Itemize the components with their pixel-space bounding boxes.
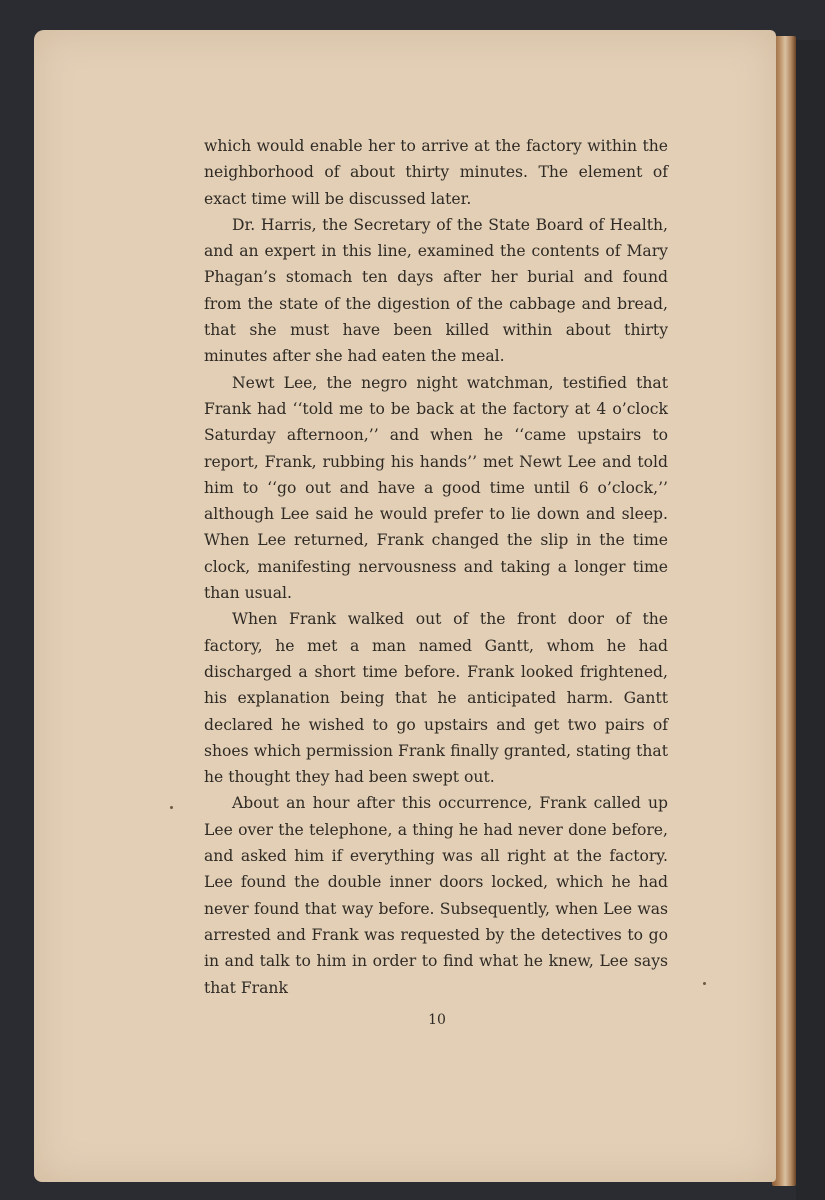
paragraph-1: which would enable her to arrive at the factory within the neighborhood of about thirty minutes. The element of exact time will be discussed later.: [204, 137, 668, 208]
paragraph-5: About an hour after this occurrence, Frank called up Lee over the telephone, a thing he had never done before, and asked him if everything was all right at the factory. Lee found the double inner doors locked, which he had never found that way before. Subsequently, when Lee was arrested and Frank was requested by the detectives to go in and talk to him in order to find what he knew, Lee says that Frank: [204, 794, 668, 997]
paper-speck: [170, 806, 173, 809]
paragraph-3: Newt Lee, the negro night watchman, testified that Frank had ‘‘told me to be back at the factory at 4 o’clock Saturday afternoon,’’ and when he ‘‘came upstairs to report, Frank, rubbing his hands’’ met Newt Lee and told him to ‘‘go out and have a good time until 6 o’clock,’’ although Lee said he would prefer to lie down and sleep. When Lee returned, Frank changed the slip in the time clock, manifesting nervousness and taking a longer time than usual.: [204, 373, 668, 603]
dark-margin-right: [796, 40, 825, 1200]
paragraph-4: When Frank walked out of the front door of the factory, he met a man named Gantt, whom he had discharged a short time before. Frank looked frightened, his explanation being that he anticipated harm. Gantt declared he wished to go upstairs and get two pairs of shoes which permission Frank finally granted, stating that he thought they had been swept out.: [204, 610, 668, 787]
page-number: 10: [428, 1012, 446, 1028]
paper-speck: [703, 982, 706, 985]
body-text: [204, 133, 668, 1001]
paragraph-2: Dr. Harris, the Secretary of the State Board of Health, and an expert in this line, examined the contents of Mary Phagan’s stomach ten days after her burial and found from the state of the digestion of the cabbage and bread, that she must have been killed within about thirty minutes after she had eaten the meal.: [204, 215, 668, 366]
